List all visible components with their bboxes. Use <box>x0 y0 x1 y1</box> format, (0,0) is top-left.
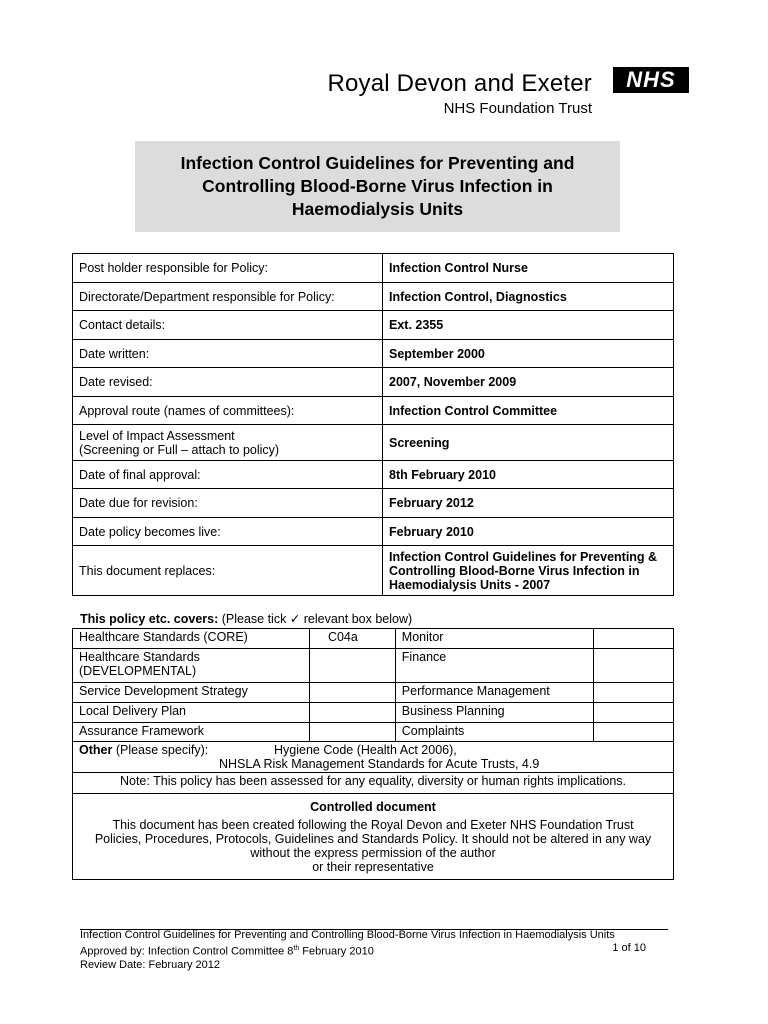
document-title: Infection Control Guidelines for Preventing and Controlling Blood-Borne Virus Infection in Haemodialysis Units <box>180 153 575 219</box>
row-label: Contact details: <box>73 311 383 340</box>
table-row <box>73 368 674 397</box>
table-row <box>73 723 674 742</box>
page-number: 1 of 10 <box>612 942 646 954</box>
standard-label: Monitor <box>395 629 593 649</box>
standard-tick-box[interactable] <box>593 683 673 703</box>
row-label: Date written: <box>73 340 383 368</box>
row-value: September 2000 <box>383 340 674 368</box>
table-row <box>73 683 674 703</box>
standard-label: Healthcare Standards (CORE) <box>73 629 310 649</box>
footer-review-date: Review Date: February 2012 <box>80 958 221 971</box>
standard-label: Local Delivery Plan <box>73 703 310 723</box>
controlled-document-cell <box>73 794 674 880</box>
other-specify-cell <box>73 742 674 773</box>
other-value-2: NHSLA Risk Management Standards for Acute Trusts, 4.9 <box>219 757 540 771</box>
row-label: Directorate/Department responsible for Policy: <box>73 283 383 311</box>
nhs-logo: NHS <box>613 67 689 93</box>
row-value: Screening <box>383 425 674 461</box>
row-label: Post holder responsible for Policy: <box>73 254 383 283</box>
row-label: Date due for revision: <box>73 489 383 518</box>
table-row <box>73 773 674 794</box>
standard-tick-box[interactable] <box>593 703 673 723</box>
standard-label: Finance <box>395 649 593 683</box>
table-row <box>73 397 674 425</box>
table-row <box>73 254 674 283</box>
footer-approved-by <box>80 942 374 959</box>
row-value: February 2010 <box>383 518 674 546</box>
other-label-rest: (Please specify): <box>112 743 209 757</box>
standard-tick-box[interactable]: C04a <box>309 629 395 649</box>
row-label-line-1: Level of Impact Assessment <box>79 428 235 443</box>
table-row <box>73 461 674 489</box>
footer-approved-suffix: February 2010 <box>299 945 374 958</box>
footer-approved-sup: th <box>293 945 300 952</box>
standard-tick-box[interactable] <box>593 723 673 742</box>
standard-label: Performance Management <box>395 683 593 703</box>
table-row <box>73 425 674 461</box>
row-label: Date policy becomes live: <box>73 518 383 546</box>
row-value: Infection Control Guidelines for Preventing & Controlling Blood-Borne Virus Infection in Haemodialysis Units - 2007 <box>383 546 674 596</box>
other-label <box>79 743 274 757</box>
row-label-line-2: (Screening or Full – attach to policy) <box>79 442 280 457</box>
controlled-document-text-4: or their representative <box>312 860 434 874</box>
standard-label: Business Planning <box>395 703 593 723</box>
other-label-bold: Other <box>79 743 113 757</box>
trust-subtitle: NHS Foundation Trust <box>443 100 592 117</box>
table-row <box>73 703 674 723</box>
table-row <box>73 546 674 596</box>
row-value: Infection Control Committee <box>383 397 674 425</box>
table-row <box>73 283 674 311</box>
footer-approved-prefix: Approved by: Infection Control Committee 8 <box>80 945 294 958</box>
other-value-1: Hygiene Code (Health Act 2006), <box>274 743 457 757</box>
standard-tick-box[interactable] <box>309 649 395 683</box>
standard-tick-box[interactable] <box>309 683 395 703</box>
row-label <box>73 425 383 461</box>
table-row <box>73 340 674 368</box>
standard-label: Complaints <box>395 723 593 742</box>
table-row <box>73 794 674 880</box>
standard-label: Service Development Strategy <box>73 683 310 703</box>
row-value: February 2012 <box>383 489 674 518</box>
table-row <box>73 518 674 546</box>
footer-document-title: Infection Control Guidelines for Preventing and Controlling Blood-Borne Virus Infection in Haemodialysis Units <box>80 929 615 941</box>
row-value: Infection Control, Diagnostics <box>383 283 674 311</box>
table-row <box>73 489 674 518</box>
controlled-document-title: Controlled document <box>310 800 436 814</box>
row-value: Ext. 2355 <box>383 311 674 340</box>
footer-approval-row <box>80 942 670 959</box>
row-label: This document replaces: <box>73 546 383 596</box>
standard-label: Assurance Framework <box>73 723 310 742</box>
controlled-document-text-1: This document has been created following the Royal Devon and Exeter NHS Foundation Trust <box>112 818 634 832</box>
row-label: Date of final approval: <box>73 461 383 489</box>
document-header <box>0 0 768 130</box>
table-row <box>73 649 674 683</box>
row-value: Infection Control Nurse <box>383 254 674 283</box>
row-value: 8th February 2010 <box>383 461 674 489</box>
controlled-document-text-3: without the express permission of the author <box>250 846 496 860</box>
row-label: Approval route (names of committees): <box>73 397 383 425</box>
standard-tick-box[interactable] <box>593 629 673 649</box>
page-footer <box>80 929 670 972</box>
table-row <box>73 311 674 340</box>
row-label: Date revised: <box>73 368 383 397</box>
trust-name: Royal Devon and Exeter <box>327 70 592 97</box>
row-value: 2007, November 2009 <box>383 368 674 397</box>
controlled-document-text-2: Policies, Procedures, Protocols, Guidelines and Standards Policy. It should not be altered in any way <box>94 832 652 846</box>
table-row <box>73 742 674 773</box>
covers-heading-bold: This policy etc. covers: <box>80 612 219 626</box>
equality-note: Note: This policy has been assessed for any equality, diversity or human rights implications. <box>73 773 674 794</box>
title-box <box>135 141 620 232</box>
standard-label: Healthcare Standards (DEVELOPMENTAL) <box>73 649 310 683</box>
standard-tick-box[interactable] <box>309 703 395 723</box>
table-row <box>73 629 674 649</box>
covers-table <box>72 628 674 880</box>
policy-details-table <box>72 253 674 596</box>
standard-tick-box[interactable] <box>593 649 673 683</box>
standard-tick-box[interactable] <box>309 723 395 742</box>
covers-heading <box>80 611 412 626</box>
covers-heading-rest: (Please tick ✓ relevant box below) <box>218 612 413 626</box>
